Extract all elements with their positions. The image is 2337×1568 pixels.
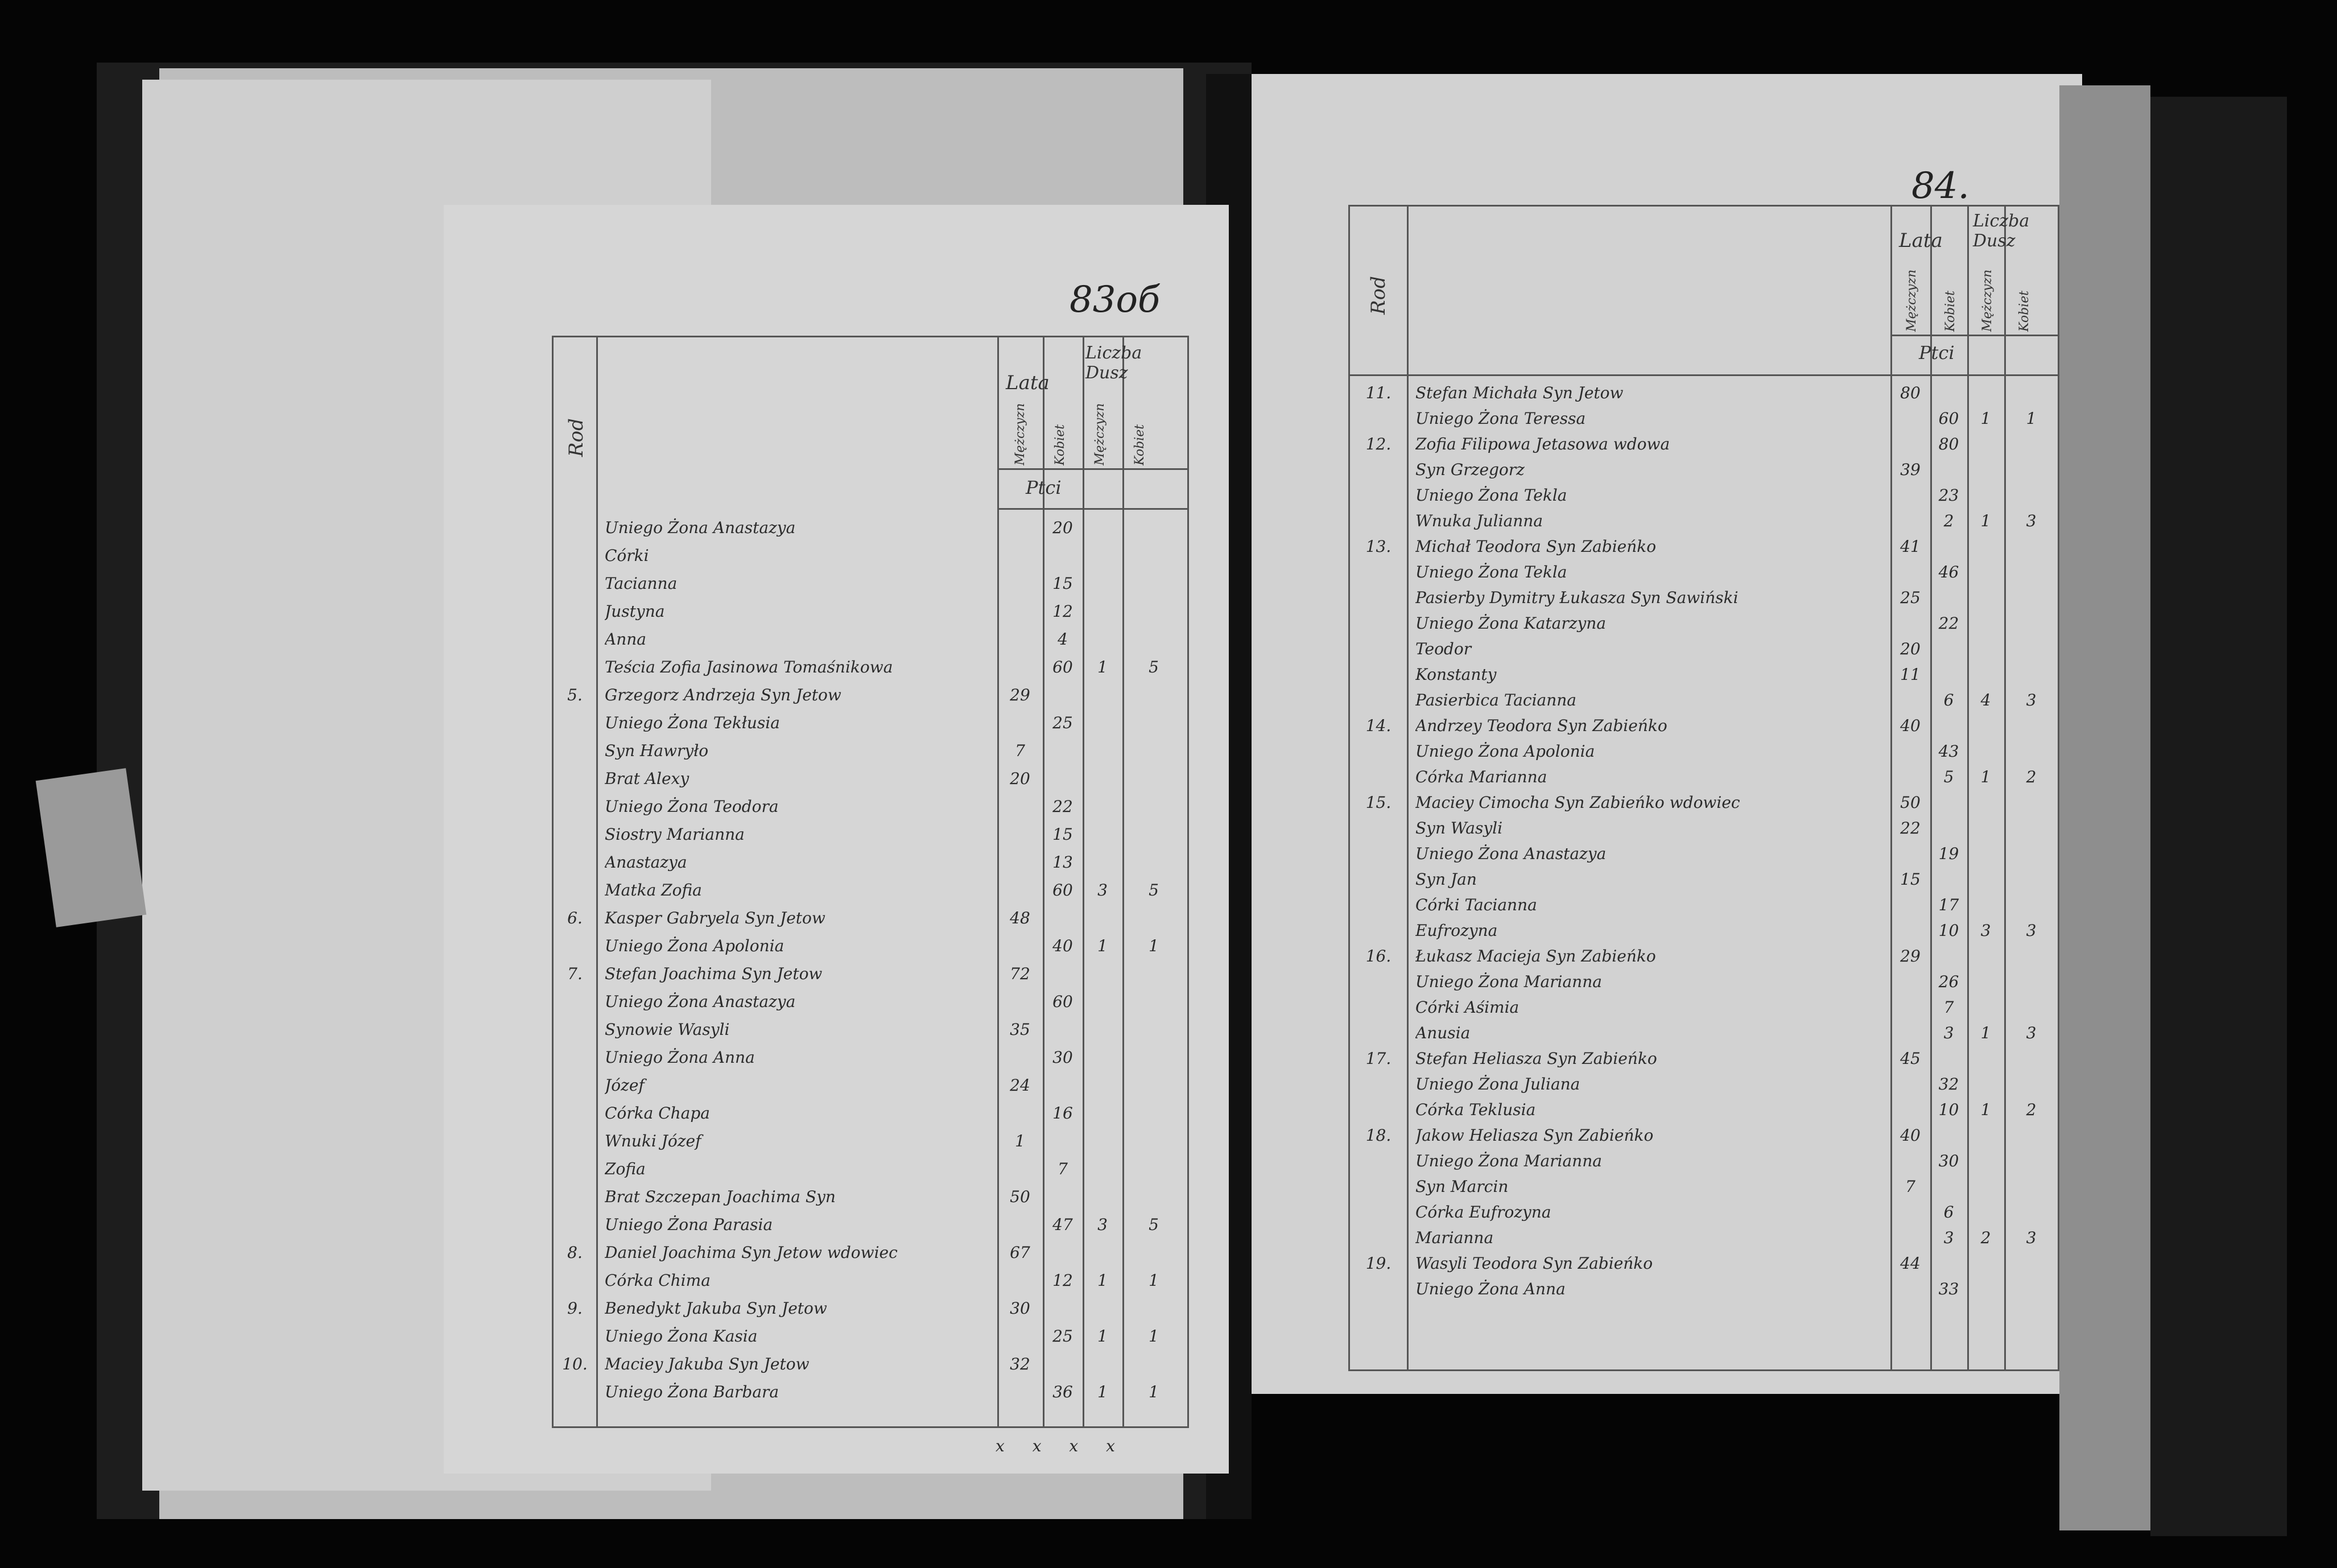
row-name: Córka Marianna (1415, 768, 1547, 786)
row-cell-dm: 1 (1980, 1100, 1991, 1119)
row-cell-k: 15 (1052, 825, 1073, 844)
row-cell-dk: 3 (2026, 511, 2037, 530)
ledger-row (1350, 918, 2058, 943)
ledger-row (1350, 815, 2058, 841)
row-name: Anusia (1415, 1024, 1471, 1042)
ledger-row (554, 1016, 1187, 1043)
ledger-row (554, 932, 1187, 960)
row-cell-dm: 1 (1097, 1327, 1108, 1346)
row-name: Maciey Jakuba Syn Jetow (605, 1355, 810, 1373)
ledger-row (1350, 636, 2058, 662)
ledger-row (1350, 892, 2058, 918)
header-ptci-right: Ptci (1919, 342, 1955, 364)
ledger-table-right (1348, 205, 2059, 1371)
ledger-row (1350, 790, 2058, 815)
row-cell-m: 44 (1900, 1254, 1921, 1273)
footer-marks-left: x x x x (996, 1437, 1126, 1455)
row-cell-m: 80 (1900, 383, 1921, 402)
header-col-k2-right: Kobiet (2017, 290, 2032, 332)
row-cell-m: 67 (1010, 1243, 1030, 1262)
row-name: Uniego Żona Apolonia (1415, 742, 1595, 761)
row-cell-m: 50 (1010, 1187, 1030, 1206)
row-name: Eufrozyna (1415, 921, 1498, 940)
row-name: Uniego Żona Anastazya (605, 518, 796, 537)
ledger-row (554, 1211, 1187, 1239)
ledger-row (1350, 687, 2058, 713)
row-cell-m: 30 (1010, 1299, 1030, 1318)
row-cell-k: 10 (1938, 1100, 1959, 1119)
ledger-row (554, 681, 1187, 709)
row-cell-k: 33 (1938, 1280, 1959, 1298)
row-name: Córki Aśimia (1415, 998, 1520, 1017)
row-cell-m: 25 (1900, 588, 1921, 607)
row-cell-k: 13 (1052, 853, 1073, 872)
row-cell-dk: 1 (1149, 1327, 1159, 1346)
row-cell-k: 17 (1938, 896, 1959, 914)
row-cell-m: 50 (1900, 793, 1921, 812)
row-cell-dm: 1 (1980, 1024, 1991, 1042)
header-col-m-left: Mężczyzn (1013, 403, 1027, 465)
row-number: 17. (1365, 1049, 1392, 1068)
row-cell-k: 32 (1938, 1075, 1959, 1094)
row-cell-dk: 5 (1149, 1215, 1159, 1234)
ledger-row (1350, 943, 2058, 969)
row-name: Anastazya (605, 853, 687, 872)
folio-number-left: 83об (1070, 279, 1161, 321)
row-name: Brat Alexy (605, 769, 689, 788)
header-col-k-right: Kobiet (1943, 290, 1958, 332)
ledger-row (1350, 662, 2058, 687)
row-cell-k: 19 (1938, 844, 1959, 863)
row-cell-k: 16 (1052, 1104, 1073, 1123)
row-name: Pasierby Dymitry Łukasza Syn Sawiński (1415, 588, 1739, 607)
ledger-row (1350, 406, 2058, 431)
row-name: Syn Grzegorz (1415, 460, 1525, 479)
row-cell-k: 7 (1943, 998, 1954, 1017)
row-name: Tacianna (605, 574, 678, 593)
ledger-row (1350, 1225, 2058, 1251)
row-cell-m: 7 (1015, 741, 1025, 760)
ledger-row (554, 514, 1187, 542)
row-name: Stefan Michała Syn Jetow (1415, 383, 1624, 402)
row-cell-k: 60 (1052, 992, 1073, 1011)
row-cell-dm: 1 (1980, 409, 1991, 428)
header-lata-left: Lata (1006, 372, 1050, 394)
row-cell-dm: 2 (1980, 1228, 1991, 1247)
row-name: Syn Wasyli (1415, 819, 1503, 837)
ledger-row (554, 793, 1187, 820)
row-cell-m: 40 (1900, 1126, 1921, 1145)
ledger-table-left (552, 336, 1189, 1428)
row-name: Teodor (1415, 639, 1472, 658)
ledger-row (554, 653, 1187, 681)
ledger-row (1350, 508, 2058, 534)
ledger-row (1350, 1251, 2058, 1276)
row-number: 10. (562, 1355, 588, 1373)
ledger-row (1350, 866, 2058, 892)
row-cell-m: 20 (1900, 639, 1921, 658)
row-cell-m: 40 (1900, 716, 1921, 735)
row-name: Łukasz Macieja Syn Zabieńko (1415, 947, 1656, 965)
row-name: Uniego Żona Anna (1415, 1280, 1566, 1298)
row-cell-dk: 1 (1149, 1271, 1159, 1290)
row-cell-k: 60 (1052, 658, 1073, 676)
row-cell-dm: 1 (1980, 768, 1991, 786)
row-name: Synowie Wasyli (605, 1020, 730, 1039)
row-cell-m: 32 (1010, 1355, 1030, 1373)
header-liczba-dusz-right: Liczba Dusz (1973, 211, 2030, 251)
row-name: Syn Jan (1415, 870, 1477, 889)
row-cell-k: 60 (1938, 409, 1959, 428)
ledger-row (1350, 610, 2058, 636)
ledger-row (554, 1099, 1187, 1127)
row-name: Zofia Filipowa Jetasowa wdowa (1415, 435, 1670, 453)
row-number: 19. (1365, 1254, 1392, 1273)
row-cell-dk: 2 (2026, 1100, 2037, 1119)
row-name: Uniego Żona Katarzyna (1415, 614, 1607, 633)
row-cell-dk: 1 (2026, 409, 2037, 428)
ledger-row (554, 765, 1187, 793)
row-cell-m: 29 (1010, 686, 1030, 704)
row-cell-m: 48 (1010, 909, 1030, 927)
row-cell-k: 43 (1938, 742, 1959, 761)
header-rod-right: Rod (1367, 276, 1390, 315)
ledger-row (554, 1322, 1187, 1350)
row-cell-k: 60 (1052, 881, 1073, 899)
row-cell-m: 24 (1010, 1076, 1030, 1095)
row-cell-m: 7 (1905, 1177, 1915, 1196)
row-name: Kasper Gabryela Syn Jetow (605, 909, 825, 927)
row-cell-k: 47 (1052, 1215, 1073, 1234)
ledger-row (1350, 995, 2058, 1020)
row-cell-dk: 3 (2026, 921, 2037, 940)
row-name: Michał Teodora Syn Zabieńko (1415, 537, 1657, 556)
header-liczba-dusz-left: Liczba Dusz (1085, 343, 1142, 383)
row-number: 6. (567, 909, 583, 927)
row-cell-k: 22 (1938, 614, 1959, 633)
header-col-m2-right: Mężczyzn (1980, 269, 1995, 332)
header-rod-left: Rod (565, 418, 588, 457)
row-cell-m: 11 (1900, 665, 1921, 684)
ledger-row (554, 820, 1187, 848)
row-name: Uniego Żona Tekla (1415, 563, 1567, 581)
ledger-row (554, 625, 1187, 653)
row-cell-k: 5 (1943, 768, 1954, 786)
ledger-row (1350, 1199, 2058, 1225)
ledger-row (554, 709, 1187, 737)
ledger-row (1350, 1097, 2058, 1123)
row-cell-k: 6 (1943, 1203, 1954, 1222)
row-cell-dm: 3 (1097, 1215, 1108, 1234)
row-number: 15. (1365, 793, 1392, 812)
ledger-row (554, 570, 1187, 597)
row-cell-k: 15 (1052, 574, 1073, 593)
row-name: Daniel Joachima Syn Jetow wdowiec (605, 1243, 898, 1262)
row-name: Uniego Żona Parasia (605, 1215, 773, 1234)
row-cell-k: 20 (1052, 518, 1073, 537)
ledger-row (1350, 969, 2058, 995)
row-number: 16. (1365, 947, 1392, 965)
ledger-row (554, 1294, 1187, 1322)
row-name: Anna (605, 630, 646, 649)
row-name: Justyna (605, 602, 665, 621)
row-name: Córki Tacianna (1415, 896, 1537, 914)
row-cell-m: 41 (1900, 537, 1921, 556)
row-name: Wnuka Julianna (1415, 511, 1543, 530)
row-name: Maciey Cimocha Syn Zabieńko wdowiec (1415, 793, 1740, 812)
ledger-row (1350, 1174, 2058, 1199)
row-cell-dk: 5 (1149, 658, 1159, 676)
ledger-row (1350, 1071, 2058, 1097)
row-cell-k: 4 (1058, 630, 1068, 649)
row-cell-dk: 3 (2026, 691, 2037, 709)
ledger-row (1350, 457, 2058, 482)
ledger-row (554, 1266, 1187, 1294)
folio-number-right: 84. (1911, 165, 1969, 207)
ledger-row (554, 876, 1187, 904)
row-name: Pasierbica Tacianna (1415, 691, 1576, 709)
row-name: Uniego Żona Anastazya (1415, 844, 1607, 863)
row-number: 9. (567, 1299, 583, 1318)
row-cell-k: 25 (1052, 713, 1073, 732)
row-name: Uniego Żona Teodora (605, 797, 779, 816)
ledger-row (554, 1155, 1187, 1183)
row-cell-k: 26 (1938, 972, 1959, 991)
row-name: Córka Chapa (605, 1104, 710, 1123)
row-cell-m: 45 (1900, 1049, 1921, 1068)
row-name: Stefan Joachima Syn Jetow (605, 964, 823, 983)
row-number: 14. (1365, 716, 1392, 735)
row-name: Siostry Marianna (605, 825, 745, 844)
row-name: Uniego Żona Marianna (1415, 972, 1602, 991)
row-name: Uniego Żona Anna (605, 1048, 755, 1067)
ledger-row (1350, 482, 2058, 508)
row-number: 8. (567, 1243, 583, 1262)
row-cell-m: 20 (1010, 769, 1030, 788)
ledger-row (1350, 559, 2058, 585)
row-cell-k: 23 (1938, 486, 1959, 505)
row-cell-k: 30 (1052, 1048, 1073, 1067)
book-cover-right (2150, 97, 2287, 1536)
row-name: Stefan Heliasza Syn Zabieńko (1415, 1049, 1657, 1068)
row-name: Uniego Żona Anastazya (605, 992, 796, 1011)
ledger-row (1350, 380, 2058, 406)
row-cell-k: 46 (1938, 563, 1959, 581)
row-cell-dk: 3 (2026, 1228, 2037, 1247)
row-number: 13. (1365, 537, 1392, 556)
ledger-row (554, 904, 1187, 932)
row-cell-m: 29 (1900, 947, 1921, 965)
ledger-row (554, 1043, 1187, 1071)
right-page (1252, 74, 2082, 1394)
row-name: Uniego Żona Apolonia (605, 936, 784, 955)
row-name: Wasyli Teodora Syn Zabieńko (1415, 1254, 1653, 1273)
ledger-row (1350, 534, 2058, 559)
row-cell-m: 35 (1010, 1020, 1030, 1039)
row-cell-k: 25 (1052, 1327, 1073, 1346)
row-name: Syn Hawryło (605, 741, 709, 760)
row-number: 18. (1365, 1126, 1392, 1145)
ledger-row (1350, 764, 2058, 790)
row-cell-m: 39 (1900, 460, 1921, 479)
row-name: Córki (605, 546, 649, 565)
ledger-row (1350, 738, 2058, 764)
row-name: Córka Teklusia (1415, 1100, 1536, 1119)
ledger-row (1350, 1148, 2058, 1174)
ledger-row (1350, 1123, 2058, 1148)
header-col-k-left: Kobiet (1053, 424, 1067, 465)
row-cell-dm: 3 (1097, 881, 1108, 899)
row-name: Uniego Żona Juliana (1415, 1075, 1580, 1094)
ledger-row (1350, 713, 2058, 738)
row-name: Józef (605, 1076, 645, 1095)
row-cell-dk: 3 (2026, 1024, 2037, 1042)
row-cell-dm: 4 (1980, 691, 1991, 709)
ledger-row (554, 1239, 1187, 1266)
row-cell-k: 36 (1052, 1383, 1073, 1401)
ledger-row (554, 1183, 1187, 1211)
ledger-row (554, 960, 1187, 988)
row-cell-k: 3 (1943, 1024, 1954, 1042)
row-cell-k: 80 (1938, 435, 1959, 453)
row-cell-m: 15 (1900, 870, 1921, 889)
row-name: Uniego Żona Barbara (605, 1383, 779, 1401)
row-cell-dk: 1 (1149, 1383, 1159, 1401)
row-name: Zofia (605, 1160, 646, 1178)
row-name: Andrzey Teodora Syn Zabieńko (1415, 716, 1667, 735)
row-cell-dm: 1 (1097, 658, 1108, 676)
row-cell-k: 12 (1052, 1271, 1073, 1290)
ledger-row (1350, 1276, 2058, 1302)
row-cell-dm: 1 (1097, 936, 1108, 955)
left-page (444, 205, 1229, 1474)
row-name: Uniego Żona Tekla (1415, 486, 1567, 505)
ledger-row (554, 542, 1187, 570)
header-lata-right: Lata (1899, 229, 1943, 252)
ledger-row (1350, 1020, 2058, 1046)
header-ptci-left: Ptci (1026, 477, 1062, 498)
row-number: 7. (567, 964, 583, 983)
row-cell-dk: 2 (2026, 768, 2037, 786)
row-name: Uniego Żona Teressa (1415, 409, 1586, 428)
ledger-row (554, 1071, 1187, 1099)
row-cell-k: 6 (1943, 691, 1954, 709)
row-cell-dm: 1 (1097, 1383, 1108, 1401)
row-cell-k: 30 (1938, 1152, 1959, 1170)
row-cell-m: 72 (1010, 964, 1030, 983)
ledger-row (554, 1350, 1187, 1378)
row-number: 5. (567, 686, 583, 704)
row-name: Matka Zofia (605, 881, 702, 899)
header-col-m-right: Mężczyzn (1905, 269, 1919, 332)
row-number: 12. (1365, 435, 1392, 453)
row-name: Syn Marcin (1415, 1177, 1509, 1196)
row-name: Uniego Żona Tekłusia (605, 713, 780, 732)
ledger-row (554, 1127, 1187, 1155)
row-name: Jakow Heliasza Syn Zabieńko (1415, 1126, 1654, 1145)
ledger-row (554, 597, 1187, 625)
row-cell-k: 10 (1938, 921, 1959, 940)
row-name: Benedykt Jakuba Syn Jetow (605, 1299, 827, 1318)
ledger-row (1350, 1046, 2058, 1071)
row-cell-dk: 5 (1149, 881, 1159, 899)
ledger-row (554, 848, 1187, 876)
row-cell-k: 40 (1052, 936, 1073, 955)
row-name: Córka Eufrozyna (1415, 1203, 1551, 1222)
row-cell-k: 3 (1943, 1228, 1954, 1247)
row-cell-k: 22 (1052, 797, 1073, 816)
row-cell-dk: 1 (1149, 936, 1159, 955)
row-cell-k: 12 (1052, 602, 1073, 621)
row-cell-dm: 1 (1097, 1271, 1108, 1290)
row-name: Teścia Zofia Jasinowa Tomaśnikowa (605, 658, 893, 676)
ledger-row (1350, 585, 2058, 610)
header-col-k2-left: Kobiet (1133, 424, 1147, 465)
ledger-row (1350, 841, 2058, 866)
ledger-row (554, 1378, 1187, 1406)
row-name: Konstanty (1415, 665, 1497, 684)
row-name: Uniego Żona Marianna (1415, 1152, 1602, 1170)
ledger-row (1350, 431, 2058, 457)
ledger-row (554, 988, 1187, 1016)
row-cell-dm: 3 (1980, 921, 1991, 940)
row-name: Grzegorz Andrzeja Syn Jetow (605, 686, 841, 704)
row-name: Córka Chima (605, 1271, 711, 1290)
row-cell-m: 22 (1900, 819, 1921, 837)
row-cell-k: 2 (1943, 511, 1954, 530)
row-name: Wnuki Józef (605, 1132, 701, 1150)
row-name: Marianna (1415, 1228, 1494, 1247)
header-col-m2-left: Mężczyzn (1093, 403, 1107, 465)
row-number: 11. (1365, 383, 1392, 402)
row-cell-m: 1 (1015, 1132, 1025, 1150)
ledger-row (554, 737, 1187, 765)
row-cell-k: 7 (1058, 1160, 1068, 1178)
row-name: Brat Szczepan Joachima Syn (605, 1187, 836, 1206)
row-cell-dm: 1 (1980, 511, 1991, 530)
row-name: Uniego Żona Kasia (605, 1327, 758, 1346)
